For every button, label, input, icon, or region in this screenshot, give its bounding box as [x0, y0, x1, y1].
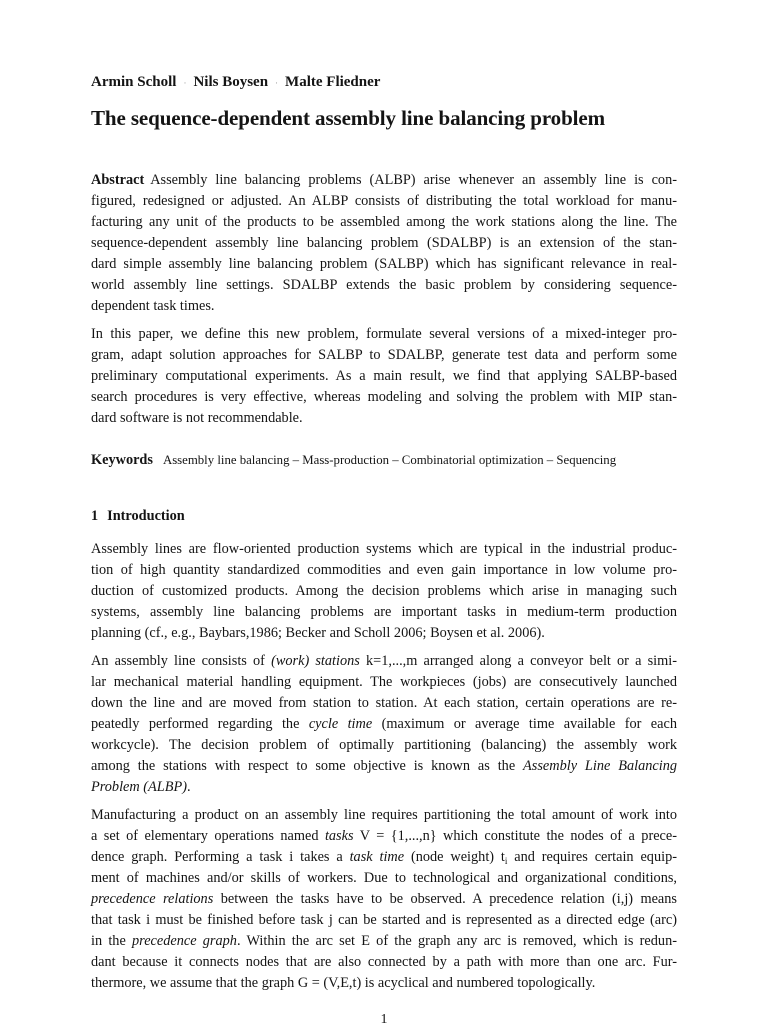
author-separator: · — [183, 77, 187, 88]
abstract-line: dard software is not recommendable. — [91, 410, 303, 426]
emphasis: cycle time — [308, 716, 373, 732]
author-name: Armin Scholl — [91, 74, 177, 90]
abstract-line: Abstract Assembly line balancing problems (ALBP) arise whenever an assembly line is con- — [91, 172, 677, 188]
body-line: thermore, we assume that the graph G = (V,E,t) is acyclical and numbered topologically. — [91, 975, 596, 991]
section-title: Introduction — [107, 508, 185, 524]
body-line: An assembly line consists of (work) stations k=1,...,m arranged along a conveyor belt or a simi- — [91, 653, 677, 669]
abstract-line: facturing any unit of the products to be assembled among the work stations along the line. The — [91, 214, 677, 230]
keywords — [91, 450, 677, 471]
body-line: planning (cf., e.g., Baybars,1986; Becker and Scholl 2006; Boysen et al. 2006). — [91, 625, 545, 641]
author-separator: · — [275, 77, 279, 88]
body-line: in the precedence graph. Within the arc set E of the graph any arc is removed, which is redun- — [91, 933, 677, 949]
emphasis: task time — [349, 849, 405, 865]
author-name: Nils Boysen — [193, 74, 269, 90]
body-line: lar mechanical material handling equipment. The workpieces (jobs) are consecutively launched — [91, 674, 677, 690]
intro-paragraph-2 — [91, 651, 677, 798]
emphasis: tasks — [324, 828, 354, 844]
abstract-line: figured, redesigned or adjusted. An ALBP consists of distributing the total workload for manu- — [91, 193, 677, 209]
abstract-line: In this paper, we define this new problem, formulate several versions of a mixed-integer pro- — [91, 326, 677, 342]
section-heading — [91, 506, 677, 527]
abstract-paragraph-2 — [91, 324, 677, 429]
body-line: down the line and are moved from station to station. At each station, certain operations are re- — [91, 695, 677, 711]
intro-paragraph-3 — [91, 805, 677, 994]
body-line: systems, assembly line balancing problems are important tasks in medium-term production — [91, 604, 677, 620]
section-number: 1 — [91, 508, 99, 524]
body-line: duction of customized products. Among the decision problems which arise in managing such — [91, 583, 677, 599]
emphasis: precedence graph — [132, 933, 237, 949]
body-line: dence graph. Performing a task i takes a task time (node weight) $t_i$ and requires certain equip- — [91, 849, 677, 866]
abstract-line: world assembly line settings. SDALBP extends the basic problem by considering sequence- — [91, 277, 677, 293]
body-line: tion of high quantity standardized commodities and even gain importance in low volume pro- — [91, 562, 677, 578]
body-line: workcycle). The decision problem of optimally partitioning (balancing) the assembly work — [91, 737, 677, 753]
page-number: 1 — [380, 1012, 388, 1027]
abstract-line: gram, adapt solution approaches for SALBP to SDALBP, generate test data and perform some — [91, 347, 677, 363]
emphasis: precedence relations — [91, 891, 214, 907]
body-line: a set of elementary operations named tasks V = {1,...,n} which constitute the nodes of a prece- — [91, 828, 677, 844]
emphasis: (work) stations — [271, 653, 360, 669]
abstract-line: search procedures is very effective, whereas modeling and solving the problem with MIP stan- — [91, 389, 677, 405]
body-line: that task i must be finished before task j can be started and is represented as a directed edge (arc) — [91, 912, 677, 928]
body-line: ment of machines and/or skills of workers. Due to technological and organizational conditions, — [91, 870, 677, 886]
body-line: Manufacturing a product on an assembly line requires partitioning the total amount of work into — [91, 807, 677, 823]
author-list — [91, 72, 677, 93]
body-line: among the stations with respect to some objective is known as the Assembly Line Balancing — [91, 758, 677, 774]
intro-paragraph-1 — [91, 539, 677, 644]
subscript: i — [504, 856, 508, 866]
body-line: Problem (ALBP). — [91, 779, 191, 795]
body-line: precedence relations between the tasks have to be observed. A precedence relation (i,j) means — [91, 891, 677, 907]
body-line: dant because it connects nodes that are also connected by a path with more than one arc. Fur- — [91, 954, 677, 970]
abstract — [91, 170, 677, 317]
abstract-line: dependent task times. — [91, 298, 215, 314]
paper-title: The sequence-dependent assembly line balancing problem — [91, 106, 606, 130]
abstract-line: sequence-dependent assembly line balancing problem (SDALBP) is an extension of the stan- — [91, 235, 677, 251]
body-line: peatedly performed regarding the cycle time (maximum or average time available for each — [91, 716, 677, 732]
keywords-heading: Keywords — [91, 452, 153, 468]
abstract-line: dard simple assembly line balancing problem (SALBP) which has significant relevance in real- — [91, 256, 677, 272]
author-name: Malte Fliedner — [285, 74, 381, 90]
abstract-heading: Abstract — [91, 172, 145, 188]
abstract-line: preliminary computational experiments. As a main result, we find that applying SALBP-based — [91, 368, 677, 384]
emphasis: Assembly Line Balancing — [523, 758, 677, 774]
emphasis: Problem (ALBP) — [91, 779, 187, 795]
body-line: Assembly lines are flow-oriented production systems which are typical in the industrial produc- — [91, 541, 677, 557]
keywords-text: Assembly line balancing – Mass-production – Combinatorial optimization – Sequencing — [162, 453, 617, 467]
